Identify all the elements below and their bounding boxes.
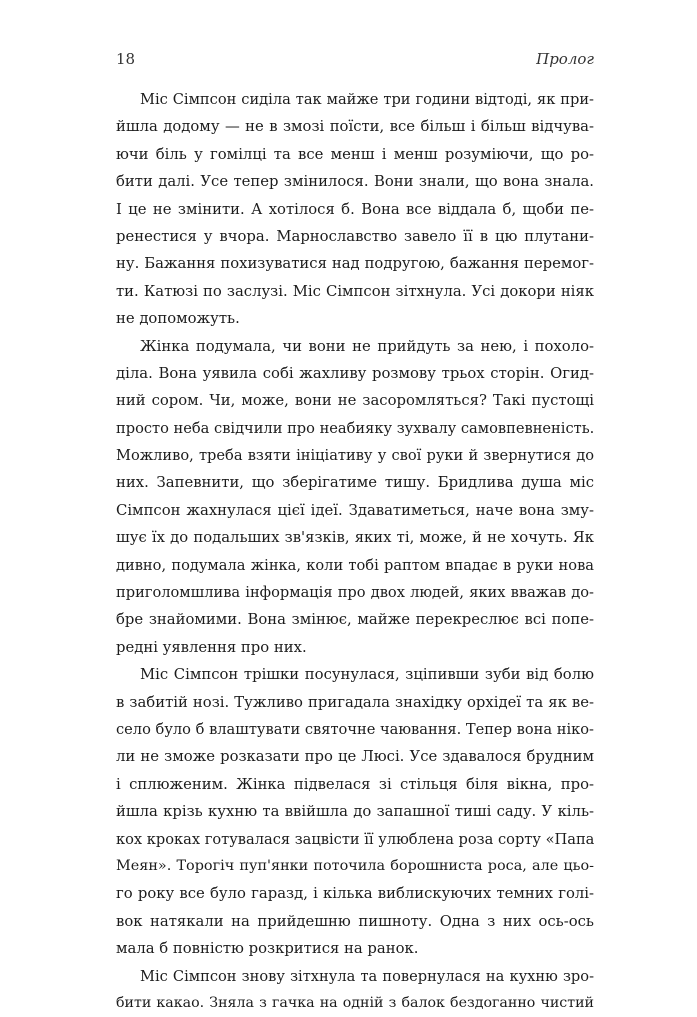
text-line: йшла крізь кухню та ввійшла до запашної тиші саду. У кіль- (116, 803, 594, 821)
text-line: Можливо, треба взяти ініціативу у свої руки й звернутися до (116, 447, 594, 465)
text-line: бити какао. Зняла з гачка на одній з балок бездоганно чистий (116, 994, 594, 1011)
text-line: кох кроках готувалася зацвісти її улюблена роза сорту «Папа (116, 830, 595, 848)
text-line: діла. Вона уявила собі жахливу розмову трьох сторін. Огид- (116, 364, 594, 382)
page-header (116, 50, 594, 74)
text-line: дивно, подумала жінка, коли тобі раптом впадає в руки нова (116, 556, 594, 574)
text-line: бре знайомими. Вона змінює, майже перекреслює всі попе- (116, 611, 594, 629)
text-line: ли не зможе розказати про це Люсі. Усе здавалося брудним (116, 748, 594, 766)
text-line: і сплюженим. Жінка підвелася зі стільця біля вікна, про- (116, 775, 594, 793)
text-line: ренестися у вчора. Марнославство завело її в цю плутани- (116, 227, 594, 245)
text-line: го року все було гаразд, і кілька виблискуючих темних голі- (116, 885, 594, 903)
page-number: 18 (116, 50, 136, 68)
text-line: приголомшлива інформація про двох людей, яких вважав до- (116, 584, 594, 602)
text-line: бити далі. Усе тепер змінилося. Вони знали, що вона знала. (116, 173, 594, 191)
text-line: Міс Сімпсон сиділа так майже три години відтоді, як при- (140, 91, 594, 108)
text-line: ний сором. Чи, може, вони не засоромляться? Такі пустощі (116, 392, 594, 410)
body-text (116, 86, 594, 1017)
text-line: вок натякали на прийдешню пишноту. Одна з них ось-ось (116, 912, 594, 930)
text-line: ючи біль у гомілці та все менш і менш розуміючи, що ро- (116, 145, 594, 163)
text-line: село було б влаштувати святочне чаювання. Тепер вона ніко- (116, 720, 594, 738)
text-line: І це не змінити. А хотілося б. Вона все віддала б, щоби пе- (116, 200, 594, 218)
text-line: Міс Сімпсон знову зітхнула та повернулася на кухню зро- (140, 967, 594, 985)
text-line: мала б повністю розкритися на ранок. (116, 940, 419, 958)
text-line: них. Запевнити, що зберігатиме тишу. Бридлива душа міс (116, 474, 594, 492)
text-line: редні уявлення про них. (116, 638, 307, 656)
text-line: просто неба свідчили про неабияку зухвалу самовпевненість. (116, 419, 595, 437)
chapter-title: Пролог (536, 50, 594, 68)
text-line: ти. Катюзі по заслузі. Міс Сімпсон зітхнула. Усі докори ніяк (116, 282, 594, 300)
text-line: шує їх до подальших зв'язків, яких ті, може, й не хочуть. Як (116, 529, 594, 547)
text-line: Міс Сімпсон трішки посунулася, зціпивши зуби від болю (140, 666, 594, 684)
text-line: в забитій нозі. Тужливо пригадала знахідку орхідеї та як ве- (116, 693, 594, 711)
text-line: йшла додому — не в змозі поїсти, все більш і більш відчува- (116, 118, 594, 136)
text-line: Сімпсон жахнулася цієї ідеї. Здаватиметься, наче вона зму- (116, 501, 594, 519)
text-line: ну. Бажання похизуватися над подругою, бажання перемог- (116, 255, 594, 273)
text-line: Меян». Торогіч пуп'янки поточила борошниста роса, але цьо- (116, 857, 594, 874)
text-line: не допоможуть. (116, 310, 240, 328)
text-line: Жінка подумала, чи вони не прийдуть за нею, і похоло- (140, 337, 594, 355)
